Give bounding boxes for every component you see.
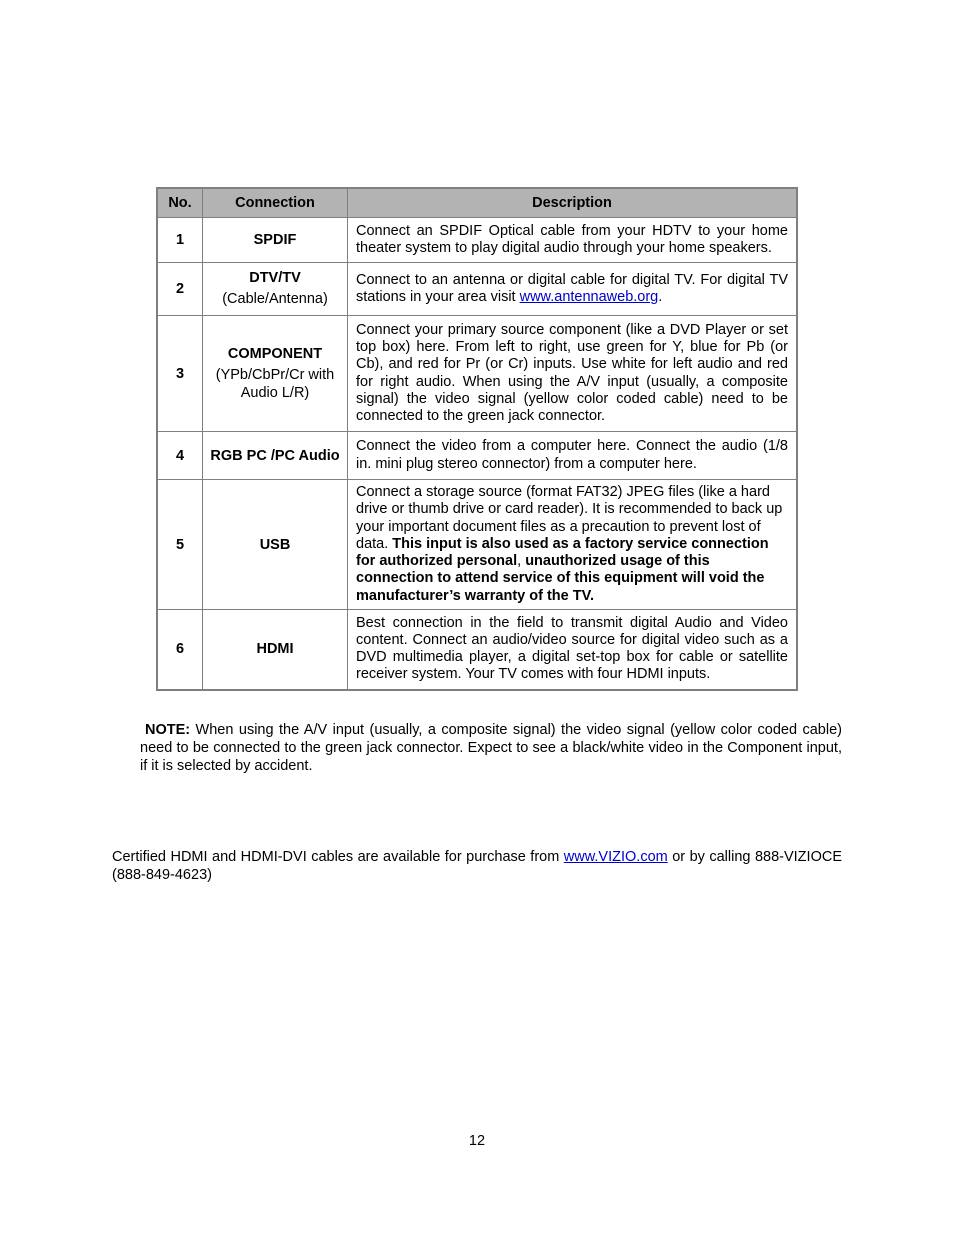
header-description: Description: [348, 188, 798, 218]
table-row: [157, 480, 797, 610]
connection-name: COMPONENT: [227, 345, 323, 362]
table-row: [157, 218, 797, 263]
description-cell: Connect the video from a computer here. Connect the audio (1/8 in. mini plug stereo connector) from a computer here.: [348, 432, 798, 480]
connection-cell: [203, 610, 348, 690]
footer-text: Certified HDMI and HDMI-DVI cables are available for purchase from: [112, 849, 564, 865]
table-header-row: [157, 188, 797, 218]
connection-cell: [203, 263, 348, 316]
connection-subtitle: (YPb/CbPr/Cr with Audio L/R): [215, 366, 335, 401]
connection-cell: [203, 218, 348, 263]
table-row: [157, 316, 797, 432]
connection-name: DTV/TV: [249, 270, 301, 286]
connection-name: HDMI: [256, 641, 294, 658]
connection-cell: [203, 316, 348, 432]
table-row: [157, 263, 797, 316]
row-number: 1: [157, 218, 203, 263]
row-number: 5: [157, 480, 203, 610]
connections-table: [156, 187, 798, 691]
header-no: No.: [157, 188, 203, 218]
warning-text: unauthorized usage of this connection to attend service of this equipment will void the manufacturer’s warranty of the TV.: [356, 553, 765, 604]
connection-cell: [203, 480, 348, 610]
header-connection: Connection: [203, 188, 348, 218]
description-cell: [348, 480, 798, 610]
description-text: ,: [517, 553, 526, 570]
warning-text: This input is also used as a factory service connection for authorized personal: [356, 535, 769, 570]
connection-name: RGB PC /PC Audio: [210, 447, 340, 464]
table-row: [157, 432, 797, 480]
row-number: 6: [157, 610, 203, 690]
connection-subtitle: (Cable/Antenna): [222, 291, 328, 307]
page-number: 12: [468, 1133, 486, 1149]
row-number: 4: [157, 432, 203, 480]
vizio-link[interactable]: www.VIZIO.com: [563, 849, 668, 865]
connection-name: SPDIF: [253, 232, 297, 248]
antennaweb-link[interactable]: www.antennaweb.org: [519, 289, 659, 305]
note-label: NOTE:: [145, 722, 191, 738]
description-cell: Connect an SPDIF Optical cable from your HDTV to your home theater system to play digital audio through your home speakers.: [348, 218, 798, 263]
table-row: [157, 610, 797, 690]
connection-name: USB: [259, 536, 291, 553]
description-cell: Connect your primary source component (like a DVD Player or set top box) here. From left to right, use green for Y, blue for Pb (or Cb), and red for Pr (or Cr) inputs. Use white for left audio and red for right audio. When using the A/V input (usually, a composite signal) the video signal (yellow color coded cable) need to be connected to the green jack connector.: [348, 316, 798, 432]
row-number: 2: [157, 263, 203, 316]
description-text: Connect a storage source (format FAT32) JPEG files (like a hard drive or thumb drive or card reader). It is recommended to back up your important document files as a precaution to prevent lost of data.: [356, 484, 783, 552]
row-number: 3: [157, 316, 203, 432]
description-text: .: [658, 289, 663, 305]
note-paragraph: [140, 721, 842, 775]
description-text: Connect to an antenna or digital cable for digital TV. For digital TV stations in your area visit: [356, 271, 788, 305]
description-cell: [348, 263, 798, 316]
footer-paragraph: [112, 848, 842, 884]
description-cell: Best connection in the field to transmit digital Audio and Video content. Connect an audio/video source for digital video such as a DVD multimedia player, a digital set-top box for cable or satellite receiver system. Your TV comes with four HDMI inputs.: [348, 610, 798, 690]
footer-text: or by calling 888-VIZIOCE (888-849-4623): [112, 849, 842, 883]
note-text: When using the A/V input (usually, a composite signal) the video signal (yellow color coded cable) need to be connected to the green jack connector. Expect to see a black/white video in the Component input, if it is selected by accident.: [140, 722, 842, 774]
connection-cell: [203, 432, 348, 480]
